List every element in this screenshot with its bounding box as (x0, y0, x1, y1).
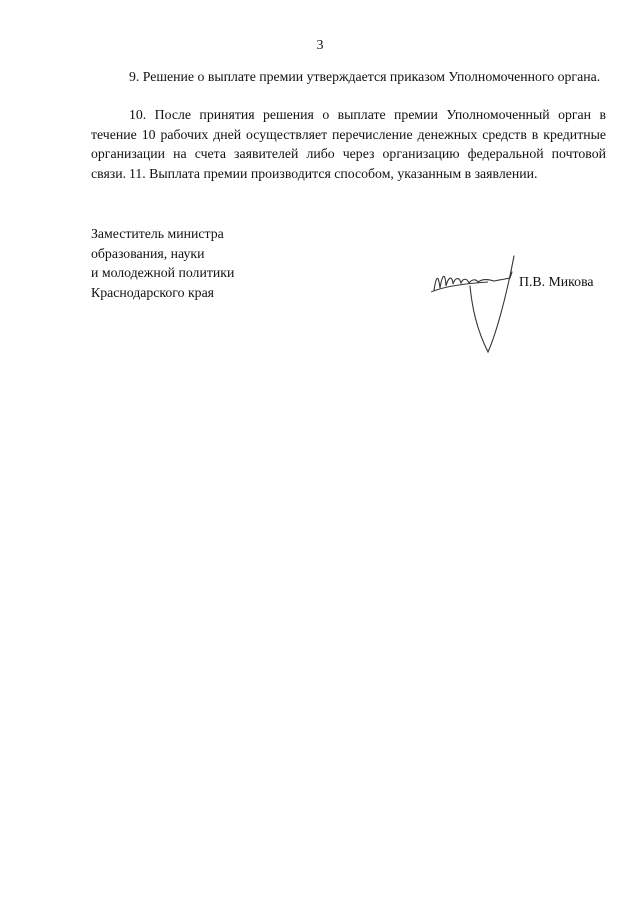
page-number: 3 (316, 38, 324, 53)
signature-icon (428, 248, 528, 358)
paragraph-10: 10. После принятия решения о выплате премии Уполномоченный орган в течение 10 рабочих дней осуществляет перечисление денежных средств в кредитные организации на счета заявителей либо через организацию федеральной почтовой связи. (91, 107, 606, 181)
signatory-title-line: Заместитель министра (91, 226, 224, 241)
signatory-title-line: Краснодарского края (91, 284, 215, 300)
paragraph-11: 11. Выплата премии производится способом, указанным в заявлении. (129, 166, 538, 181)
signatory-name: П.В. Микова (519, 274, 594, 289)
paragraph-9: 9. Решение о выплате премии утверждается приказом Уполномоченного органа. (129, 69, 601, 84)
signatory-title-line: образования, науки (91, 245, 205, 261)
signatory-title-line: и молодежной политики (91, 265, 235, 281)
signatory-title (91, 224, 234, 302)
